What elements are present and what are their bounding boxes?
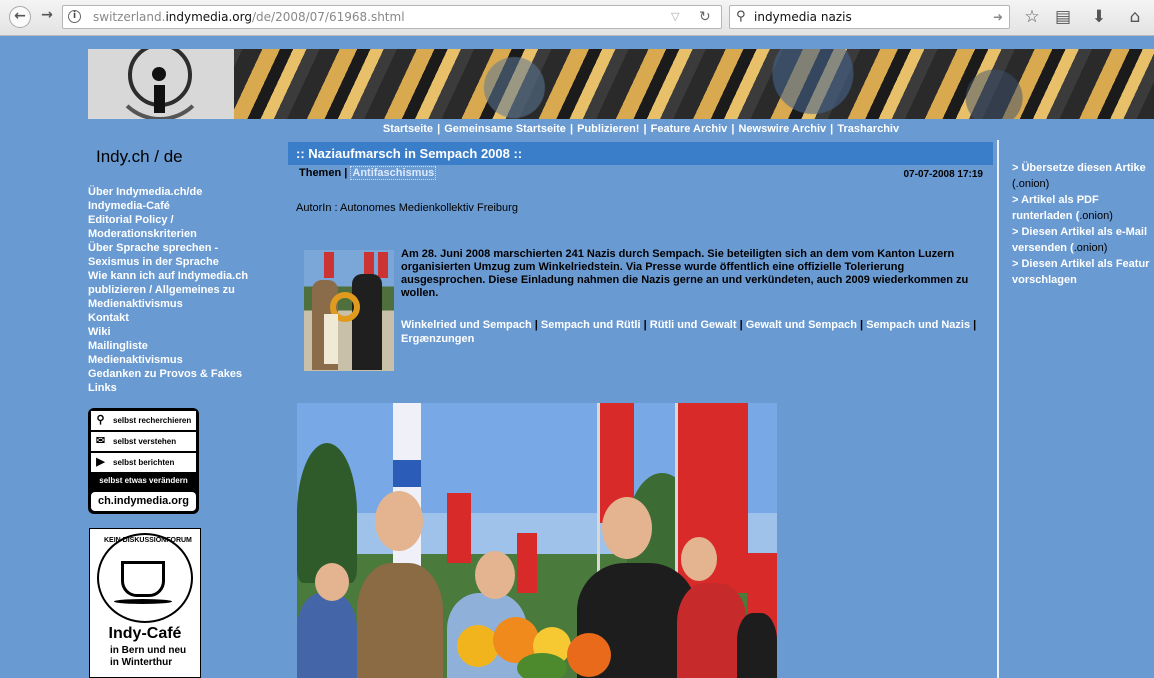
leftnav-item[interactable]: publizieren / Allgemeines zu (88, 284, 235, 296)
url-bar[interactable] (62, 5, 722, 29)
site-banner (88, 49, 1154, 119)
article-lead: Am 28. Juni 2008 marschierten 241 Nazis durch Sempach. Sie beteiligten sich an dem vom Kanton Luzern organisierten Umzug zum Winkelriedstein. Via Presse wurde öffentlich eine offizielle Tolerierung ausgesprochen. Diese Einladung nahmen die Nazis gerne an und verkündeten, auch 2009 wiederkommen zu wollen. (401, 248, 969, 299)
leftnav-item[interactable]: Indymedia-Café (88, 200, 170, 212)
nav-trasharchiv[interactable]: Trasharchiv (837, 123, 900, 135)
pdf-link[interactable]: > Artikel als PDF (1012, 194, 1099, 206)
related-link[interactable]: Sempach und Rütli (540, 319, 641, 331)
search-query: indymedia nazis (754, 10, 852, 24)
leftnav-item[interactable]: Über Indymedia.ch/de (88, 186, 203, 198)
related-link[interactable]: Sempach und Nazis (866, 319, 971, 331)
article-tools: > Übersetze diesen Artike (.onion) > Artikel als PDF runterladen (.onion) > Diesen Artikel als e-Mail versenden (.onion) > Diesen Artikel als Featur vorschlagen (1012, 160, 1154, 288)
megaphone-icon: ▶ (96, 456, 105, 468)
nav-gemeinsame-startseite[interactable]: Gemeinsame Startseite (444, 123, 566, 135)
nav-newswire-archiv[interactable]: Newswire Archiv (738, 123, 827, 135)
url-text: switzerland.indymedia.org/de/2008/07/61968.shtml (93, 10, 405, 24)
search-bar[interactable] (729, 5, 1010, 29)
search-icon: ⚲ (736, 9, 746, 24)
related-link[interactable]: Gewalt und Sempach (745, 319, 857, 331)
article-photo (297, 403, 777, 678)
download-icon[interactable]: ⬇ (1091, 7, 1107, 27)
cafe-arc-text: KEIN DISKUSSIONFORUM (104, 537, 192, 544)
home-icon[interactable]: ⌂ (1129, 7, 1141, 27)
indymedia-logo[interactable] (88, 49, 234, 119)
site-title: Indy.ch / de (96, 147, 183, 166)
email-link[interactable]: > Diesen Artikel als e-Mail (1012, 226, 1148, 238)
leftnav-item[interactable]: Mailingliste (88, 340, 148, 352)
leftnav-item[interactable]: Links (88, 382, 117, 394)
bookmark-star-icon[interactable]: ☆ (1024, 7, 1040, 27)
nav-feature-archiv[interactable]: Feature Archiv (650, 123, 728, 135)
leftnav-item[interactable]: Wiki (88, 326, 111, 338)
leftnav-item[interactable]: Gedanken zu Provos & Fakes (88, 368, 243, 380)
leftnav-item[interactable]: Sexismus in der Sprache (88, 256, 219, 268)
speech-bubble-icon: ✉ (95, 435, 106, 447)
article-author: AutorIn : Autonomes Medienkollektiv Freiburg (296, 202, 518, 214)
leftnav-item[interactable]: Medienaktivismus (88, 354, 183, 366)
article-meta: Themen | Antifaschismus 07-07-2008 17:19 (299, 167, 983, 180)
article-title: :: Naziaufmarsch in Sempach 2008 :: (288, 142, 993, 165)
indy-cafe-banner[interactable]: KEIN DISKUSSIONFORUM Indy-Café in Bern und neu in Winterthur (89, 528, 201, 678)
article-thumbnail[interactable] (304, 250, 394, 371)
topic-link[interactable]: Antifaschismus (352, 167, 435, 179)
reload-icon[interactable]: ↻ (699, 9, 711, 25)
nav-startseite[interactable]: Startseite (382, 123, 434, 135)
leftnav-item[interactable]: Wie kann ich auf Indymedia.ch (88, 270, 249, 282)
coffee-cup-icon (121, 561, 165, 597)
dropdown-arrow-icon[interactable]: ▽ (671, 10, 680, 23)
top-navigation: Startseite | Gemeinsame Startseite | Publizieren! | Feature Archiv | Newswire Archiv | Trasharchiv (382, 123, 900, 135)
leftnav-item[interactable]: Moderationskriterien (88, 228, 197, 240)
leftnav-item[interactable]: Kontakt (88, 312, 129, 324)
site-info-icon[interactable]: i (68, 10, 81, 23)
leftnav-item[interactable]: Medienaktivismus (88, 298, 183, 310)
translate-link[interactable]: > Übersetze diesen Artike (1012, 162, 1146, 174)
related-link[interactable]: Rütli und Gewalt (649, 319, 737, 331)
reading-list-icon[interactable]: ▤ (1054, 7, 1072, 27)
themen-label: Themen (299, 167, 342, 179)
article-date: 07-07-2008 17:19 (903, 169, 983, 180)
nav-publizieren[interactable]: Publizieren! (577, 123, 640, 135)
related-links: Winkelried und Sempach | Sempach und Rütli | Rütli und Gewalt | Gewalt und Sempach | Sempach und Nazis | Ergænzungen (401, 319, 977, 345)
column-divider (997, 140, 999, 678)
forward-button[interactable]: → (41, 7, 53, 23)
leftnav-item[interactable]: Editorial Policy / (88, 214, 174, 226)
related-link[interactable]: Ergænzungen (401, 333, 475, 345)
left-navigation (88, 185, 268, 395)
indymedia-badge[interactable]: ⚲ selbst recherchieren ✉ selbst verstehen ▶ selbst berichten selbst etwas verändern ch.indymedia.org (88, 408, 199, 514)
related-link[interactable]: Winkelried und Sempach (401, 319, 532, 331)
search-go-icon[interactable]: ➜ (992, 10, 1003, 24)
feature-link[interactable]: > Diesen Artikel als Featur (1012, 258, 1150, 270)
onion-link[interactable]: (.onion) (1012, 178, 1050, 190)
onion-link[interactable]: .onion) (1073, 242, 1108, 254)
back-button[interactable]: ← (9, 6, 31, 28)
browser-toolbar (0, 0, 1154, 36)
leftnav-item[interactable]: Über Sprache sprechen - (88, 242, 219, 254)
onion-link[interactable]: .onion) (1079, 210, 1113, 222)
magnifier-icon: ⚲ (96, 414, 105, 426)
